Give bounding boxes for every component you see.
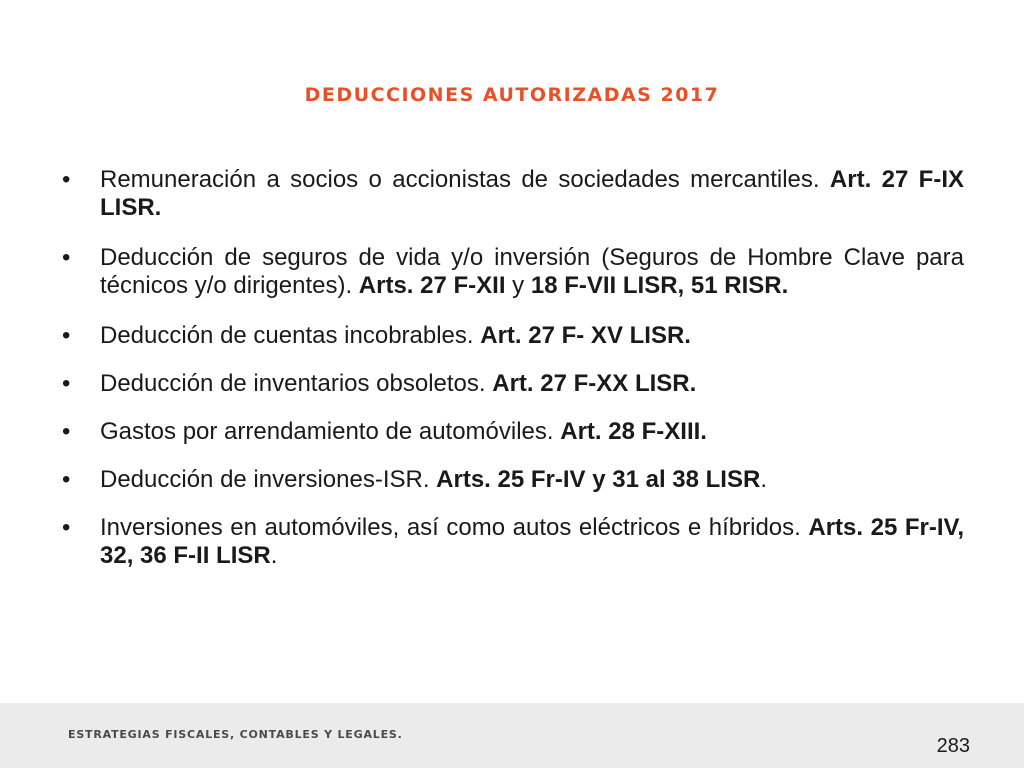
bullet-text: Deducción de seguros de vida y/o inversión (Seguros de Hombre Clave para técnicos y/o dirigentes). Arts. 27 F-XII y 18 F-VII LISR, 51 RISR. — [100, 244, 964, 299]
bullet-icon: • — [62, 166, 71, 193]
bullet-icon: • — [62, 514, 71, 541]
bullet-icon: • — [62, 370, 71, 397]
bullet-item-4 — [62, 370, 964, 398]
bullet-icon: • — [62, 244, 71, 271]
bullet-item-7 — [62, 514, 964, 570]
page-number: 283 — [936, 735, 970, 757]
footer-text: ESTRATEGIAS FISCALES, CONTABLES Y LEGALES. — [68, 728, 403, 741]
bullet-item-1 — [62, 166, 964, 222]
footer-bar — [0, 703, 1024, 768]
bullet-text: Deducción de inventarios obsoletos. Art. 27 F-XX LISR. — [100, 370, 697, 397]
bullet-text: Remuneración a socios o accionistas de sociedades mercantiles. Art. 27 F-IX LISR. — [100, 166, 965, 221]
slide-title: DEDUCCIONES AUTORIZADAS 2017 — [304, 84, 720, 106]
bullet-icon: • — [62, 322, 71, 349]
bullet-text: Deducción de inversiones-ISR. Arts. 25 Fr-IV y 31 al 38 LISR. — [100, 466, 767, 493]
bullet-icon: • — [62, 466, 71, 493]
bullet-item-5 — [62, 418, 964, 446]
bullet-text: Gastos por arrendamiento de automóviles. Art. 28 F-XIII. — [100, 418, 707, 445]
bullet-item-6 — [62, 466, 964, 494]
bullet-list — [62, 166, 964, 592]
bullet-text: Deducción de cuentas incobrables. Art. 27 F- XV LISR. — [100, 322, 691, 349]
bullet-icon: • — [62, 418, 71, 445]
bullet-item-2 — [62, 244, 964, 300]
bullet-text: Inversiones en automóviles, así como autos eléctricos e híbridos. Arts. 25 Fr-IV, 32, 36 F-II LISR. — [100, 514, 964, 569]
bullet-item-3 — [62, 322, 964, 350]
